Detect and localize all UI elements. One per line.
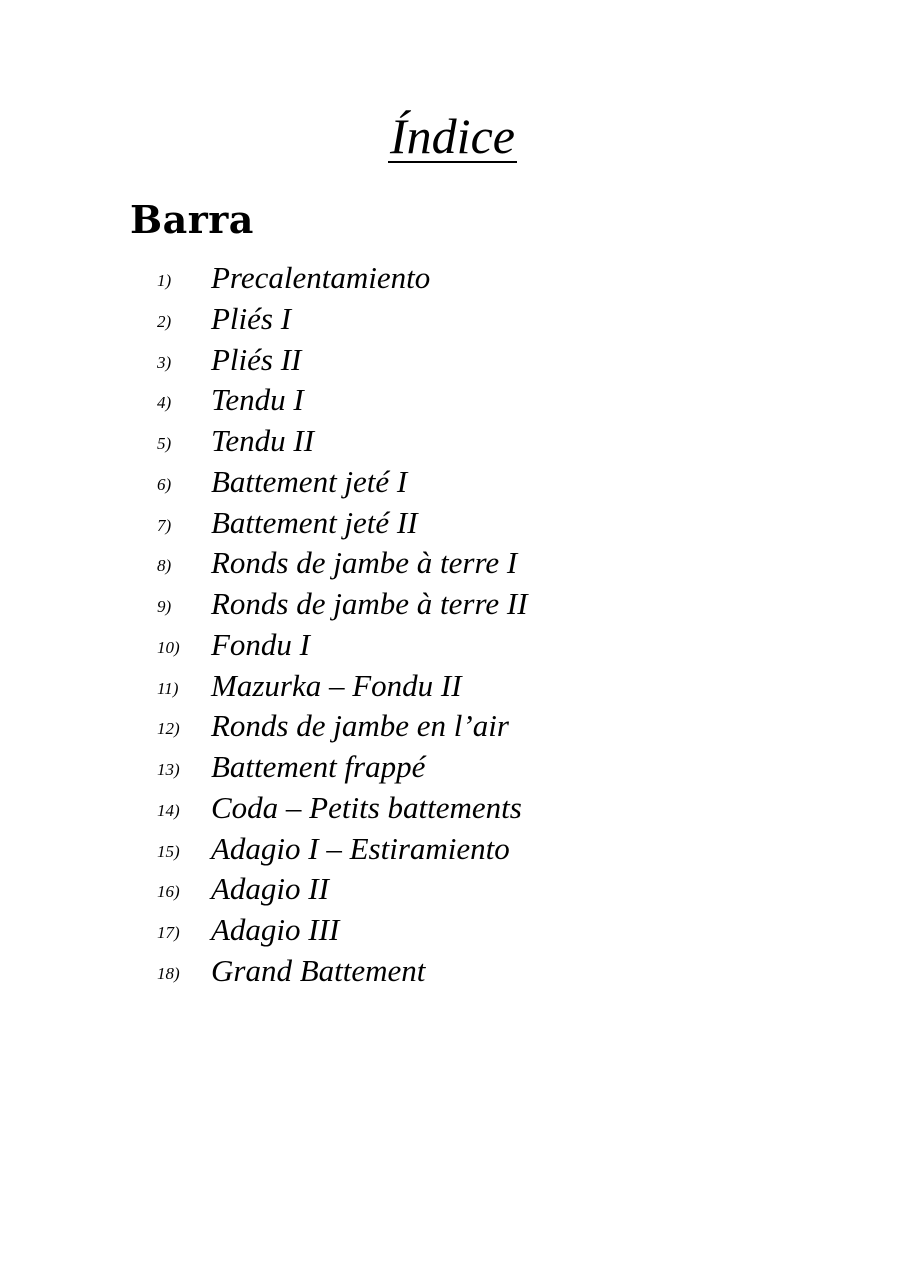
toc-entry-title: Ronds de jambe en l’air (211, 708, 509, 744)
toc-entry (0, 625, 900, 666)
toc-entry (0, 706, 900, 747)
page-title-text: Índice (390, 108, 515, 164)
toc-entry-number: 5) (157, 434, 172, 453)
toc-entry-title: Pliés II (211, 341, 302, 377)
toc-entry (0, 788, 900, 829)
toc-entry (0, 380, 900, 421)
table-of-contents (0, 258, 900, 992)
toc-entry-number: 13) (157, 760, 180, 779)
toc-entry-title: Coda – Petits battements (211, 789, 522, 825)
toc-entry-number: 4) (157, 393, 172, 413)
toc-entry-number: 1) (157, 271, 172, 290)
toc-entry (0, 543, 900, 584)
toc-entry-number: 12) (157, 719, 180, 739)
section-heading-barra: Barra (130, 197, 254, 242)
toc-entry-number: 16) (157, 882, 180, 902)
toc-entry-number: 17) (157, 923, 180, 942)
toc-entry-number: 14) (157, 800, 180, 820)
toc-entry-title: Battement jeté II (211, 504, 418, 540)
toc-entry-title: Pliés I (211, 300, 292, 336)
toc-entry (0, 503, 900, 544)
toc-entry-number: 8) (157, 556, 172, 576)
toc-entry (0, 829, 900, 870)
toc-entry-title: Tendu II (211, 423, 315, 458)
toc-entry-number: 18) (157, 963, 180, 983)
page-title (0, 108, 900, 164)
toc-entry-title: Fondu I (211, 626, 311, 662)
toc-entry-number: 7) (157, 515, 172, 535)
toc-entry-number: 15) (157, 841, 180, 861)
toc-entry-number: 3) (157, 352, 172, 372)
toc-entry (0, 340, 900, 381)
toc-entry-title: Mazurka – Fondu II (211, 667, 462, 703)
toc-entry-number: 10) (157, 637, 180, 657)
toc-entry-title: Tendu I (211, 382, 304, 418)
toc-entry (0, 747, 900, 788)
toc-entry (0, 951, 900, 992)
toc-entry (0, 462, 900, 503)
toc-entry-title: Adagio II (211, 871, 329, 907)
toc-entry (0, 869, 900, 910)
toc-entry (0, 584, 900, 625)
toc-entry (0, 910, 900, 951)
toc-entry-title: Adagio III (211, 912, 340, 947)
toc-entry (0, 666, 900, 707)
toc-entry-title: Grand Battement (211, 952, 426, 988)
toc-entry (0, 421, 900, 462)
toc-entry-title: Ronds de jambe à terre I (211, 545, 518, 581)
toc-entry-number: 6) (157, 474, 172, 494)
toc-entry-title: Adagio I – Estiramiento (211, 830, 510, 866)
toc-entry-title: Battement frappé (211, 749, 426, 784)
toc-entry-number: 11) (157, 678, 179, 698)
toc-entry-title: Battement jeté I (211, 463, 408, 499)
toc-entry (0, 258, 900, 299)
toc-entry-title: Precalentamiento (211, 260, 431, 295)
toc-entry-number: 2) (157, 311, 172, 331)
toc-entry-number: 9) (157, 597, 172, 616)
toc-entry-title: Ronds de jambe à terre II (211, 586, 528, 621)
toc-entry (0, 299, 900, 340)
